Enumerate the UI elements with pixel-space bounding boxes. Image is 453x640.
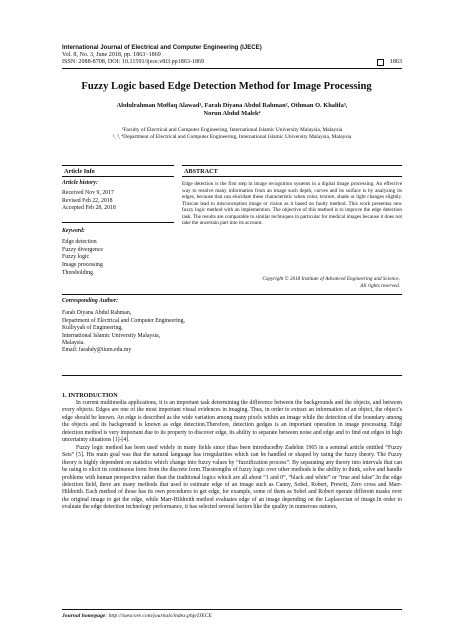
revised-date: Revised Feb 22, 2018 [62, 197, 113, 204]
page-number-group [377, 59, 402, 67]
homepage-label: Journal homepage [62, 613, 106, 619]
homepage-link[interactable]: : http://iaescore.com/journals/index.php/IJECE [105, 613, 212, 619]
corresponding-author [62, 298, 282, 355]
corresponding-line: Kulliyyah of Engineering, [62, 325, 123, 332]
header-rule [62, 68, 402, 69]
keyword-heading: Keyword: [62, 228, 85, 234]
introduction-body [62, 400, 402, 512]
authors-line-1: Abdulrahman Moffaq Alawad¹, Farah Diyana Abdul Rahman², Othman O. Khalifa³, [116, 102, 348, 109]
corresponding-line: Department of Electrical and Computer Engineering, [62, 317, 185, 324]
square-icon [377, 59, 384, 66]
journal-issn: ISSN: 2088-8708, DOI: 10.11591/ijece.v8i3.pp1863-1869 [62, 59, 205, 66]
journal-homepage [62, 613, 212, 619]
journal-header [62, 44, 402, 67]
corresponding-heading: Corresponding Author: [62, 298, 119, 304]
info-bottom-rule [62, 294, 402, 295]
abstract-heading: ABSTRACT [184, 168, 218, 175]
abstract-top-rule [182, 165, 402, 166]
article-info-sub-rule [62, 176, 174, 177]
accepted-date: Accepted Feb 28, 2018 [62, 205, 116, 212]
affiliation-2: ², ³, ⁴Department of Electrical and Computer Engineering, International Islamic University Malaysia, Malaysia [112, 133, 352, 140]
section-heading-introduction: 1. INTRODUCTION [62, 392, 118, 399]
affiliations [62, 127, 402, 141]
article-history [62, 180, 174, 213]
keyword-item: Thresholding [62, 269, 93, 276]
keyword-item: Fuzzy logic [62, 254, 90, 261]
paragraph: Fuzzy logic method has been used widely in many fields since ithas been introducedby Zadehin 1965 in a seminal article entitled “Fuzzy Sets” [5]. His main goal was that the natural language has irregularities which can be handled or shaped by using the fuzzy theory. The Fuzzy theory is highly dependent on statistics which change into fuzzy values by “fuzzification process”. By separating any theory into intervals that can be using to elicit its continuous form from the discrete form.Thestrengths of fuzzy logic over other methods is the ability to think, solve and handle problems with human perspective rather than the traditional logics which are all about “1 and 0”, “black and white” or “true and false”.In the edge detection field, there are many methods that used to estimate edge of an image such as Canny, Sobel, Robert, Prewitt, Zero cross and Marr-Hildreith. Each method of those has its own procedures to get edge, for example, some of them as Sobel and Robert operate different masks over the original image to get the edge, while Marr-Hildreith method evaluates edge of an image depending on the Laplacecian of image.In order to evaluate the edge detection technology performance, it has selected several factors like the quality in numerous natures, [62, 444, 402, 511]
corresponding-email: Email: farahdy@iium.edu.my [62, 347, 132, 354]
paragraph: In current multimedia applications, it is an important task determining the difference between the backgrounds and the objects, and between every objects. Edges are one of the most important visual evidences in imaging. Thus, in order to extract an information of an object, the object’s edge should be known. An edge is described as the wide variation among many pixels within an image while the detection of the boundary among the objects and its background is known as edge detection.Therefore, detection gedges is an important operation in image processing. Edge detection method is very important due to its property to discover edge, its ability to separate between noise and edge and to find out edges in high uncertainty situations [1]-[4]. [62, 400, 402, 444]
page-number: 1863 [389, 59, 402, 66]
keyword-item: Edge detection [62, 238, 97, 245]
keyword-item: Image processing [62, 262, 103, 269]
abstract-text: Edge detection is the first step in image recognition systems in a digital image processing. An effective way to resolve many information from an image such depth, curves and its surface is by analyzing its edges, because that can elucidate these characteristic when color, texture, shade or light changes slightly. Thiscan lead to misconception image or vision as it based on faulty method. This work presentsa new fuzzy logic method with an implemention. The objective of this method is to improve the edge detection task. The results are comparable to similar techniques in particular for medical images because it does not take the uncertain part into its account. [182, 181, 402, 226]
copyright-line-1: Copyright © 2018 Institute of Advanced Engineering and Science. [262, 276, 400, 282]
copyright [182, 276, 400, 290]
keywords [62, 228, 174, 278]
corresponding-line: Malaysia. [62, 340, 85, 347]
authors-line-2: Norun Abdul Malek⁴ [203, 110, 261, 118]
paper-title: Fuzzy Logic based Edge Detection Method for Image Processing [81, 81, 372, 92]
corresponding-rule [62, 375, 402, 376]
abstract-sub-rule [182, 176, 402, 177]
corresponding-line: International Islamic University Malaysia, [62, 332, 161, 339]
journal-volume: Vol. 8, No. 3, June 2018, pp. 1863~1869 [62, 51, 161, 58]
history-rule [62, 222, 174, 223]
history-heading: Article history: [62, 180, 98, 186]
keyword-item: Fuzzy divergence [62, 246, 103, 253]
journal-name: International Journal of Electrical and Computer Engineering (IJECE) [62, 44, 262, 51]
footer-rule [62, 609, 402, 610]
article-info-heading: Article Info [64, 168, 95, 175]
authors [62, 102, 402, 118]
affiliation-1: ¹Faculty of Electrical and Computer Engineering, International Islamic University Malaysia, Malaysia [121, 127, 343, 133]
article-info-top-rule [62, 165, 174, 166]
copyright-line-2: All rights reserved. [360, 282, 400, 289]
received-date: Received Nov 9, 2017 [62, 190, 114, 197]
corresponding-line: Farah Diyana Abdul Rahman, [62, 310, 132, 317]
